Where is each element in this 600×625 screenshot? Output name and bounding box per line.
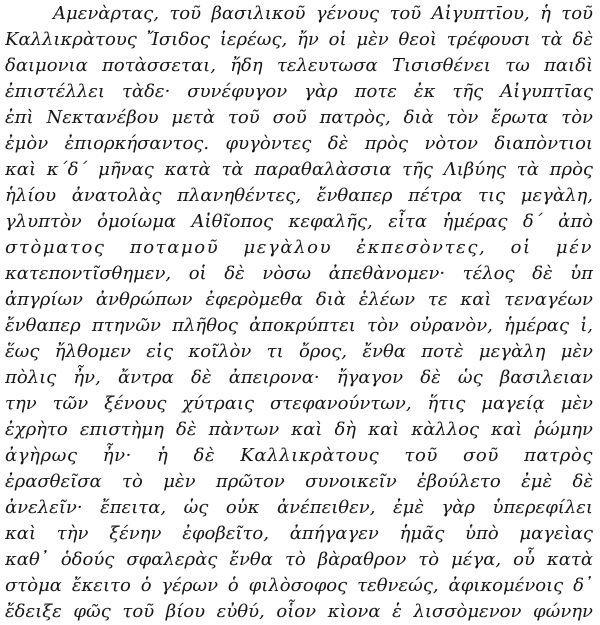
- text-line: ἐχρὴτο επιστὴμη δὲ πὰντων καὶ δὴ καὶ κὰλλος καὶ ῥώμην: [5, 419, 593, 440]
- text-line: ἐπιστέλλει τὰδε· συνέφυγον γὰρ ποτε ἐκ τῆς Αἰγυπτῑας: [5, 81, 593, 102]
- text-line: καθ᾽ ὁδούς σφαλερὰς ἔνθα τὸ βὰραθρον τὸ μέγα, οὗ κατὰ: [5, 549, 593, 570]
- text-line: στὸματος ποταμοῦ μεγὰλου ἐκπεσὸντες, οἱ μέν: [5, 237, 593, 258]
- text-line: ἡλίου ἀνατολὰς πλανηθέντες, ἔνθαπερ πέτρα τις μεγὰλη,: [5, 185, 593, 206]
- text-line: κατεποντῖσθημεν, οἱ δὲ νὸσω ἀπεθὰνομεν· τέλος δὲ ὑπ: [5, 263, 593, 284]
- text-line: καὶ κ´δ´ μῆνας κατὰ τὰ παραθαλὰσσια τῆς Λιβύης τὰ πρὸς: [5, 159, 593, 180]
- text-line: ἐρασθεῖσα τὸ μὲν πρῶτον συνοικεῖν ἐβούλετο ἐμὲ δὲ: [5, 471, 593, 492]
- text-line: ἀγὴρως ἦν· ἡ δὲ Καλλικρὰτους τοῦ σοῦ πατρὸς: [5, 445, 593, 466]
- text-line: ἐπὶ Νεκτανέβου μετὰ τοῦ σοῦ πατρὸς, διὰ τὸν ἔρωτα τὸν: [5, 107, 593, 128]
- text-line: καὶ τὴν ξένην ἐφοβεῖτο, ἀπήγαγεν ἡμᾶς ὑπὸ μαγεὶας: [5, 523, 593, 544]
- text-line: Καλλικρὰτους Ἴσιδος ἱερέως, ἤν οἱ μὲν θεοὶ τρέφουσι τὰ δὲ: [5, 29, 593, 50]
- text-line: ἔδειξε φῶς τοῦ βίου εὐθύ, οἷον κὶονα ἑ λισσὸμενον φώνην: [5, 601, 593, 622]
- text-line: ἔνθαπερ πτηνῶν πλῆθος ἀποκρύπτει τὸν οὐρανὸν, ἡμέρας ἰ,: [5, 315, 593, 336]
- text-line: ἀπγρίων ἀνθρώπων ἐφερὸμεθα διὰ ἑλέων τε καὶ τεναγέων: [5, 289, 593, 310]
- text-line: δαιμονια ποτὰσσεται, ἤδη τελευτωσα Τισισθένει τω παιδὶ: [5, 55, 593, 76]
- text-line: πὸλις ἦν, ἄντρα δὲ ἀπειρονα· ἤγαγον δὲ ὡς βασιλειαν: [5, 367, 593, 388]
- text-line: ἐμὸν ἐπιορκήσαντος. φυγὸντες δὲ πρὸς νὸτον διαπὸντιοι: [5, 133, 593, 154]
- text-line: ἕως ἤλθομεν εἰς κοῖλὸν τι ὄρος, ἔνθα ποτὲ μεγὰλη μὲν: [5, 341, 593, 362]
- text-line: γλυπτὸν ὁμοίωμα Αἰθῖοπος κεφαλῆς, εἶτα ἡμέρας δ´ ἀπὸ: [5, 211, 593, 232]
- text-line: στὸμα ἔκειτο ὁ γέρων ὁ φιλὸσοφος τεθνεώς, ἀφικομένοις δ᾽: [5, 575, 593, 596]
- text-line: την τῶν ξένους χύτραις στεφανούντων, ἥτις μαγείᾳ μὲν: [5, 393, 593, 414]
- text-line: Αμενὰρτας, τοῦ βασιλικοῦ γένους τοῦ Αἰγυπτῑου, ἡ τοῦ: [53, 3, 593, 24]
- text-line: ἀνελεῖν· ἔπειτα, ὡς οὐκ ἀνέπειθεν, ἐμὲ γὰρ ὑπερεφίλει: [5, 497, 593, 518]
